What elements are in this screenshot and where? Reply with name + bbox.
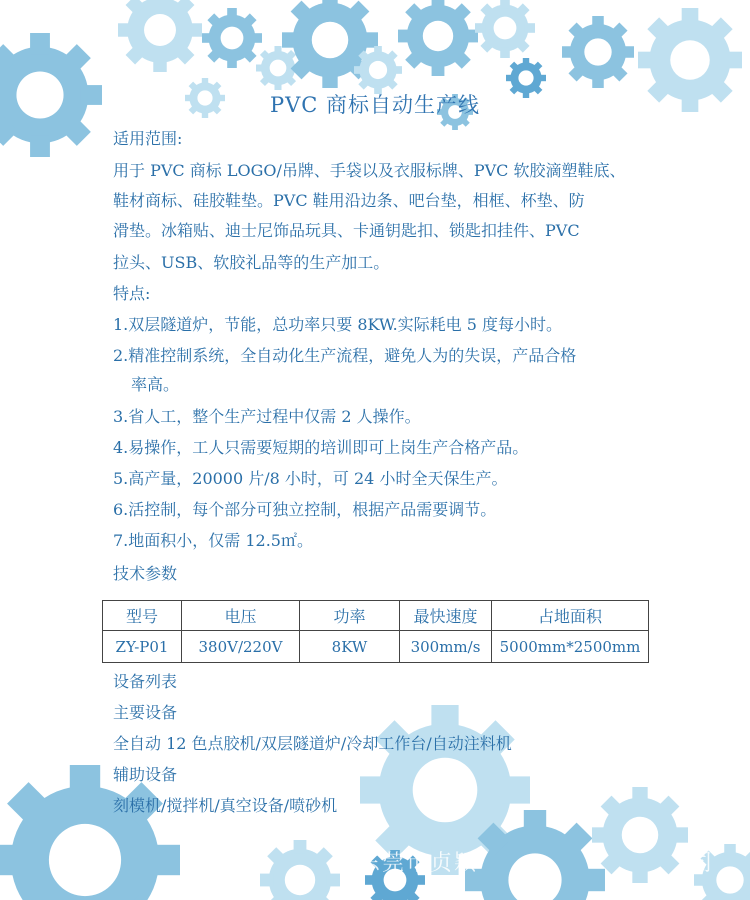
aux-equipment-heading: 辅助设备 xyxy=(113,765,178,784)
scope-line: 滑垫。冰箱贴、迪士尼饰品玩具、卡通钥匙扣、锁匙扣挂件、PVC xyxy=(113,221,580,240)
feature-item: 7.地面积小，仅需 12.5㎡。 xyxy=(113,531,313,550)
table-header-cell: 电压 xyxy=(182,601,300,631)
feature-item: 5.高产量，20000 片/8 小时，可 24 小时全天保生产。 xyxy=(113,469,508,488)
aux-equipment-list: 刻模机/搅拌机/真空设备/喷砂机 xyxy=(113,796,338,815)
table-header-cell: 型号 xyxy=(103,601,182,631)
company-watermark: 东莞市贞颖 xyxy=(358,851,479,876)
scope-line: 鞋材商标、硅胶鞋垫。PVC 鞋用沿边条、吧台垫，相框、杯垫、防 xyxy=(113,191,585,210)
feature-item: 3.省人工，整个生产过程中仅需 2 人操作。 xyxy=(113,407,421,426)
main-equipment-heading: 主要设备 xyxy=(113,703,178,722)
main-equipment-list: 全自动 12 色点胶机/双层隧道炉/冷却工作台/自动注料机 xyxy=(113,734,512,753)
table-cell: ZY-P01 xyxy=(103,631,182,663)
feature-item: 率高。 xyxy=(131,375,180,394)
feature-item: 2.精准控制系统，全自动化生产流程，避免人为的失误，产品合格 xyxy=(113,346,577,365)
table-header-cell: 占地面积 xyxy=(492,601,649,631)
table-header-cell: 最快速度 xyxy=(400,601,492,631)
equipment-heading: 设备列表 xyxy=(113,672,178,691)
page-title: PVC 商标自动生产线 xyxy=(269,93,481,117)
table-cell: 5000mm*2500mm xyxy=(492,631,649,663)
scope-line: 拉头、USB、软胶礼品等的生产加工。 xyxy=(113,253,390,272)
specs-heading: 技术参数 xyxy=(113,564,178,583)
feature-item: 1.双层隧道炉，节能，总功率只要 8KW.实际耗电 5 度每小时。 xyxy=(113,315,563,334)
table-header-row xyxy=(103,601,649,631)
feature-item: 4.易操作，工人只需要短期的培训即可上岗生产合格产品。 xyxy=(113,438,529,457)
table-cell: 8KW xyxy=(300,631,400,663)
features-heading: 特点: xyxy=(113,284,151,303)
table-cell: 380V/220V xyxy=(182,631,300,663)
specs-table xyxy=(102,600,649,663)
company-watermark-tail: 司 xyxy=(690,851,713,876)
table-row xyxy=(103,631,649,663)
table-cell: 300mm/s xyxy=(400,631,492,663)
table-header-cell: 功率 xyxy=(300,601,400,631)
scope-line: 用于 PVC 商标 LOGO/吊牌、手袋以及衣服标牌、PVC 软胶滴塑鞋底、 xyxy=(113,161,626,180)
feature-item: 6.活控制，每个部分可独立控制，根据产品需要调节。 xyxy=(113,500,497,519)
scope-heading: 适用范围: xyxy=(113,129,183,148)
